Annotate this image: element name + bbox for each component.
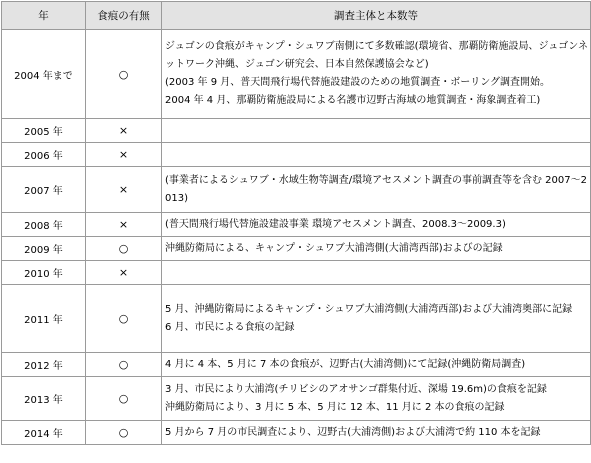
detail-cell bbox=[162, 353, 591, 377]
detail-line: 5 月から 7 月の市民調査により、辺野古(大浦湾側)および大浦湾で約 110 本を記録 bbox=[165, 426, 541, 438]
trace-mark: × bbox=[86, 119, 162, 143]
detail-cell bbox=[162, 213, 591, 237]
detail-cell bbox=[162, 237, 591, 261]
detail-cell bbox=[162, 261, 591, 285]
table-row bbox=[2, 377, 591, 421]
detail-cell bbox=[162, 377, 591, 421]
trace-mark: ○ bbox=[86, 377, 162, 421]
detail-line: 5 月、沖縄防衛局によるキャンプ・シュワブ大浦湾側(大浦湾西部)および大浦湾奥部に記録 bbox=[165, 303, 573, 315]
year-cell: 2009 年 bbox=[2, 237, 86, 261]
detail-cell bbox=[162, 30, 591, 119]
detail-line: ジュゴンの食痕がキャンプ・シュワブ南側にて多数確認(環境省、那覇防衛施設局、ジュゴンネットワーク沖縄、ジュゴン研究会、日本自然保護協会など) bbox=[165, 41, 589, 70]
trace-mark: ○ bbox=[86, 30, 162, 119]
dugong-trace-table bbox=[1, 1, 591, 445]
header-year: 年 bbox=[2, 2, 86, 30]
year-cell: 2012 年 bbox=[2, 353, 86, 377]
table-row bbox=[2, 421, 591, 445]
table-row bbox=[2, 261, 591, 285]
detail-line: (普天間飛行場代替施設建設事業 環境アセスメント調査、2008.3～2009.3) bbox=[165, 218, 506, 230]
detail-cell bbox=[162, 167, 591, 213]
table-row bbox=[2, 143, 591, 167]
trace-mark: ○ bbox=[86, 421, 162, 445]
table-row bbox=[2, 30, 591, 119]
trace-mark: ○ bbox=[86, 285, 162, 353]
trace-mark: × bbox=[86, 261, 162, 285]
header-row bbox=[2, 2, 591, 30]
table-row bbox=[2, 285, 591, 353]
trace-mark: × bbox=[86, 213, 162, 237]
year-cell: 2011 年 bbox=[2, 285, 86, 353]
detail-cell bbox=[162, 285, 591, 353]
detail-cell bbox=[162, 119, 591, 143]
detail-cell bbox=[162, 143, 591, 167]
header-trace: 食痕の有無 bbox=[86, 2, 162, 30]
detail-line: 4 月に 4 本、5 月に 7 本の食痕が、辺野古(大浦湾側)にて記録(沖縄防衛局調査) bbox=[165, 358, 526, 370]
header-detail: 調査主体と本数等 bbox=[162, 2, 591, 30]
year-cell: 2010 年 bbox=[2, 261, 86, 285]
table-row bbox=[2, 237, 591, 261]
detail-line: 6 月、市民による食痕の記録 bbox=[165, 321, 295, 333]
year-cell: 2007 年 bbox=[2, 167, 86, 213]
year-cell: 2008 年 bbox=[2, 213, 86, 237]
detail-line: 2004 年 4 月、那覇防衛施設局による名護市辺野古海域の地質調査・海象調査着工) bbox=[165, 95, 541, 106]
table-row bbox=[2, 213, 591, 237]
table-row bbox=[2, 353, 591, 377]
trace-mark: ○ bbox=[86, 237, 162, 261]
year-cell: 2005 年 bbox=[2, 119, 86, 143]
table-row bbox=[2, 119, 591, 143]
detail-line: 沖縄防衛局により、3 月に 5 本、5 月に 12 本、11 月に 2 本の食痕の記録 bbox=[165, 401, 505, 413]
trace-mark: × bbox=[86, 167, 162, 213]
detail-line: (2003 年 9 月、普天間飛行場代替施設建設のための地質調査・ボーリング調査開始。 bbox=[165, 77, 551, 88]
detail-line: (事業者によるシュワブ・水域生物等調査/環境アセスメント調査の事前調査等を含む 2007～2013) bbox=[165, 174, 587, 204]
year-cell: 2004 年まで bbox=[2, 30, 86, 119]
trace-mark: ○ bbox=[86, 353, 162, 377]
year-cell: 2014 年 bbox=[2, 421, 86, 445]
detail-line: 3 月、市民により大浦湾(チリビシのアオサンゴ群集付近、深場 19.6m)の食痕を記録 bbox=[165, 383, 547, 395]
table-row bbox=[2, 167, 591, 213]
detail-cell bbox=[162, 421, 591, 445]
trace-mark: × bbox=[86, 143, 162, 167]
year-cell: 2013 年 bbox=[2, 377, 86, 421]
year-cell: 2006 年 bbox=[2, 143, 86, 167]
detail-line: 沖縄防衛局による、キャンプ・シュワブ大浦湾側(大浦湾西部)およびの記録 bbox=[165, 242, 503, 254]
